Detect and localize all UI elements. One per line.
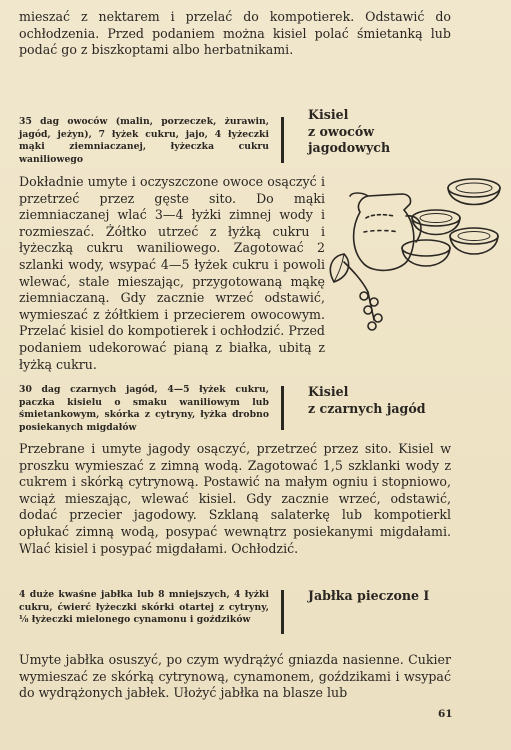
recipe-2-divider	[281, 386, 284, 430]
recipe-3-title-line1: Jabłka pieczone I	[308, 588, 430, 603]
recipe-1-divider	[281, 117, 284, 163]
recipe-2-instructions: Przebrane i umyte jagody osączyć, przetrzeć przez sito. Kisiel w proszku wymieszać z zimną wodą. Zagotować 1,5 szklanki wody z cukrem i skórką cytrynową. Postawić na małym ogniu i stopniowo, wciąż mieszając, wlewać kisiel. Gdy zacznie wrzeć, odstawić, dodać przecier jagodowy. Szklaną salaterkę lub kompotierkl opłukać zimną wodą, posypać wewnątrz posiekanymi migdałami. Wlać kisiel i posypać migdałami. Ochłodzić.	[19, 441, 451, 556]
recipe-1-title-line1: Kisiel	[308, 107, 349, 122]
recipe-3-instructions: Umyte jabłka osuszyć, po czym wydrążyć gniazda nasienne. Cukier wymieszać ze skórką cytrynową, cynamonem, goździkami i wsypać do wydrążonych jabłek. Ułożyć jabłka na blasze lub	[19, 652, 451, 701]
recipe-2-title-line1: Kisiel	[308, 384, 349, 399]
recipe-2-title	[308, 384, 458, 417]
recipe-1-title	[308, 107, 458, 157]
recipe-2-ingredients: 30 dag czarnych jagód, 4—5 łyżek cukru, paczka kisielu o smaku waniliowym lub śmietankowym, skórka z cytryny, łyżka drobno posiekanych migdałów	[19, 384, 269, 433]
recipe-1-instructions: Dokładnie umyte i oczyszczone owoce osączyć i przetrzeć przez gęste sito. Do mąki ziemniaczanej wlać 3—4 łyżki zimnej wody i rozmieszać. Żółtko utrzeć z łyżką cukru i łyżeczką cukru waniliowego. Zagotować 2 szlanki wody, wsypać 4—5 łyżek cukru i powoli wlewać, stale mieszając, przygotowaną mąkę ziemniaczaną. Gdy zacznie wrzeć odstawić, wymieszać z żółtkiem i przecierem owocowym. Przelać kisiel do kompotierek i ochłodzić. Przed podaniem udekorować pianą z białka, ubitą z łyżką cukru.	[19, 174, 325, 372]
recipe-2-title-line2: z czarnych jagód	[308, 400, 426, 416]
intro-paragraph: mieszać z nektarem i przelać do kompotierek. Odstawić do ochłodzenia. Przed podaniem można kisiel polać śmietanką lub podać go z biszkoptami albo herbatnikami.	[19, 9, 451, 58]
recipe-3-divider	[281, 590, 284, 634]
page-number: 61	[438, 708, 453, 720]
recipe-1-title-line2: z owoców jagodowych	[308, 123, 391, 156]
recipe-3-title	[308, 588, 458, 605]
recipe-1-ingredients: 35 dag owoców (malin, porzeczek, żurawin, jagód, jeżyn), 7 łyżek cukru, jajo, 4 łyżeczki mąki ziemniaczanej, łyżeczka cukru waniliowego	[19, 116, 269, 165]
recipe-3-ingredients: 4 duże kwaśne jabłka lub 8 mniejszych, 4 łyżki cukru, ćwierć łyżeczki skórki otartej z cytryny, ⅛ łyżeczki mielonego cynamonu i goździków	[19, 589, 269, 626]
jug-and-bowls-illustration	[322, 170, 504, 340]
